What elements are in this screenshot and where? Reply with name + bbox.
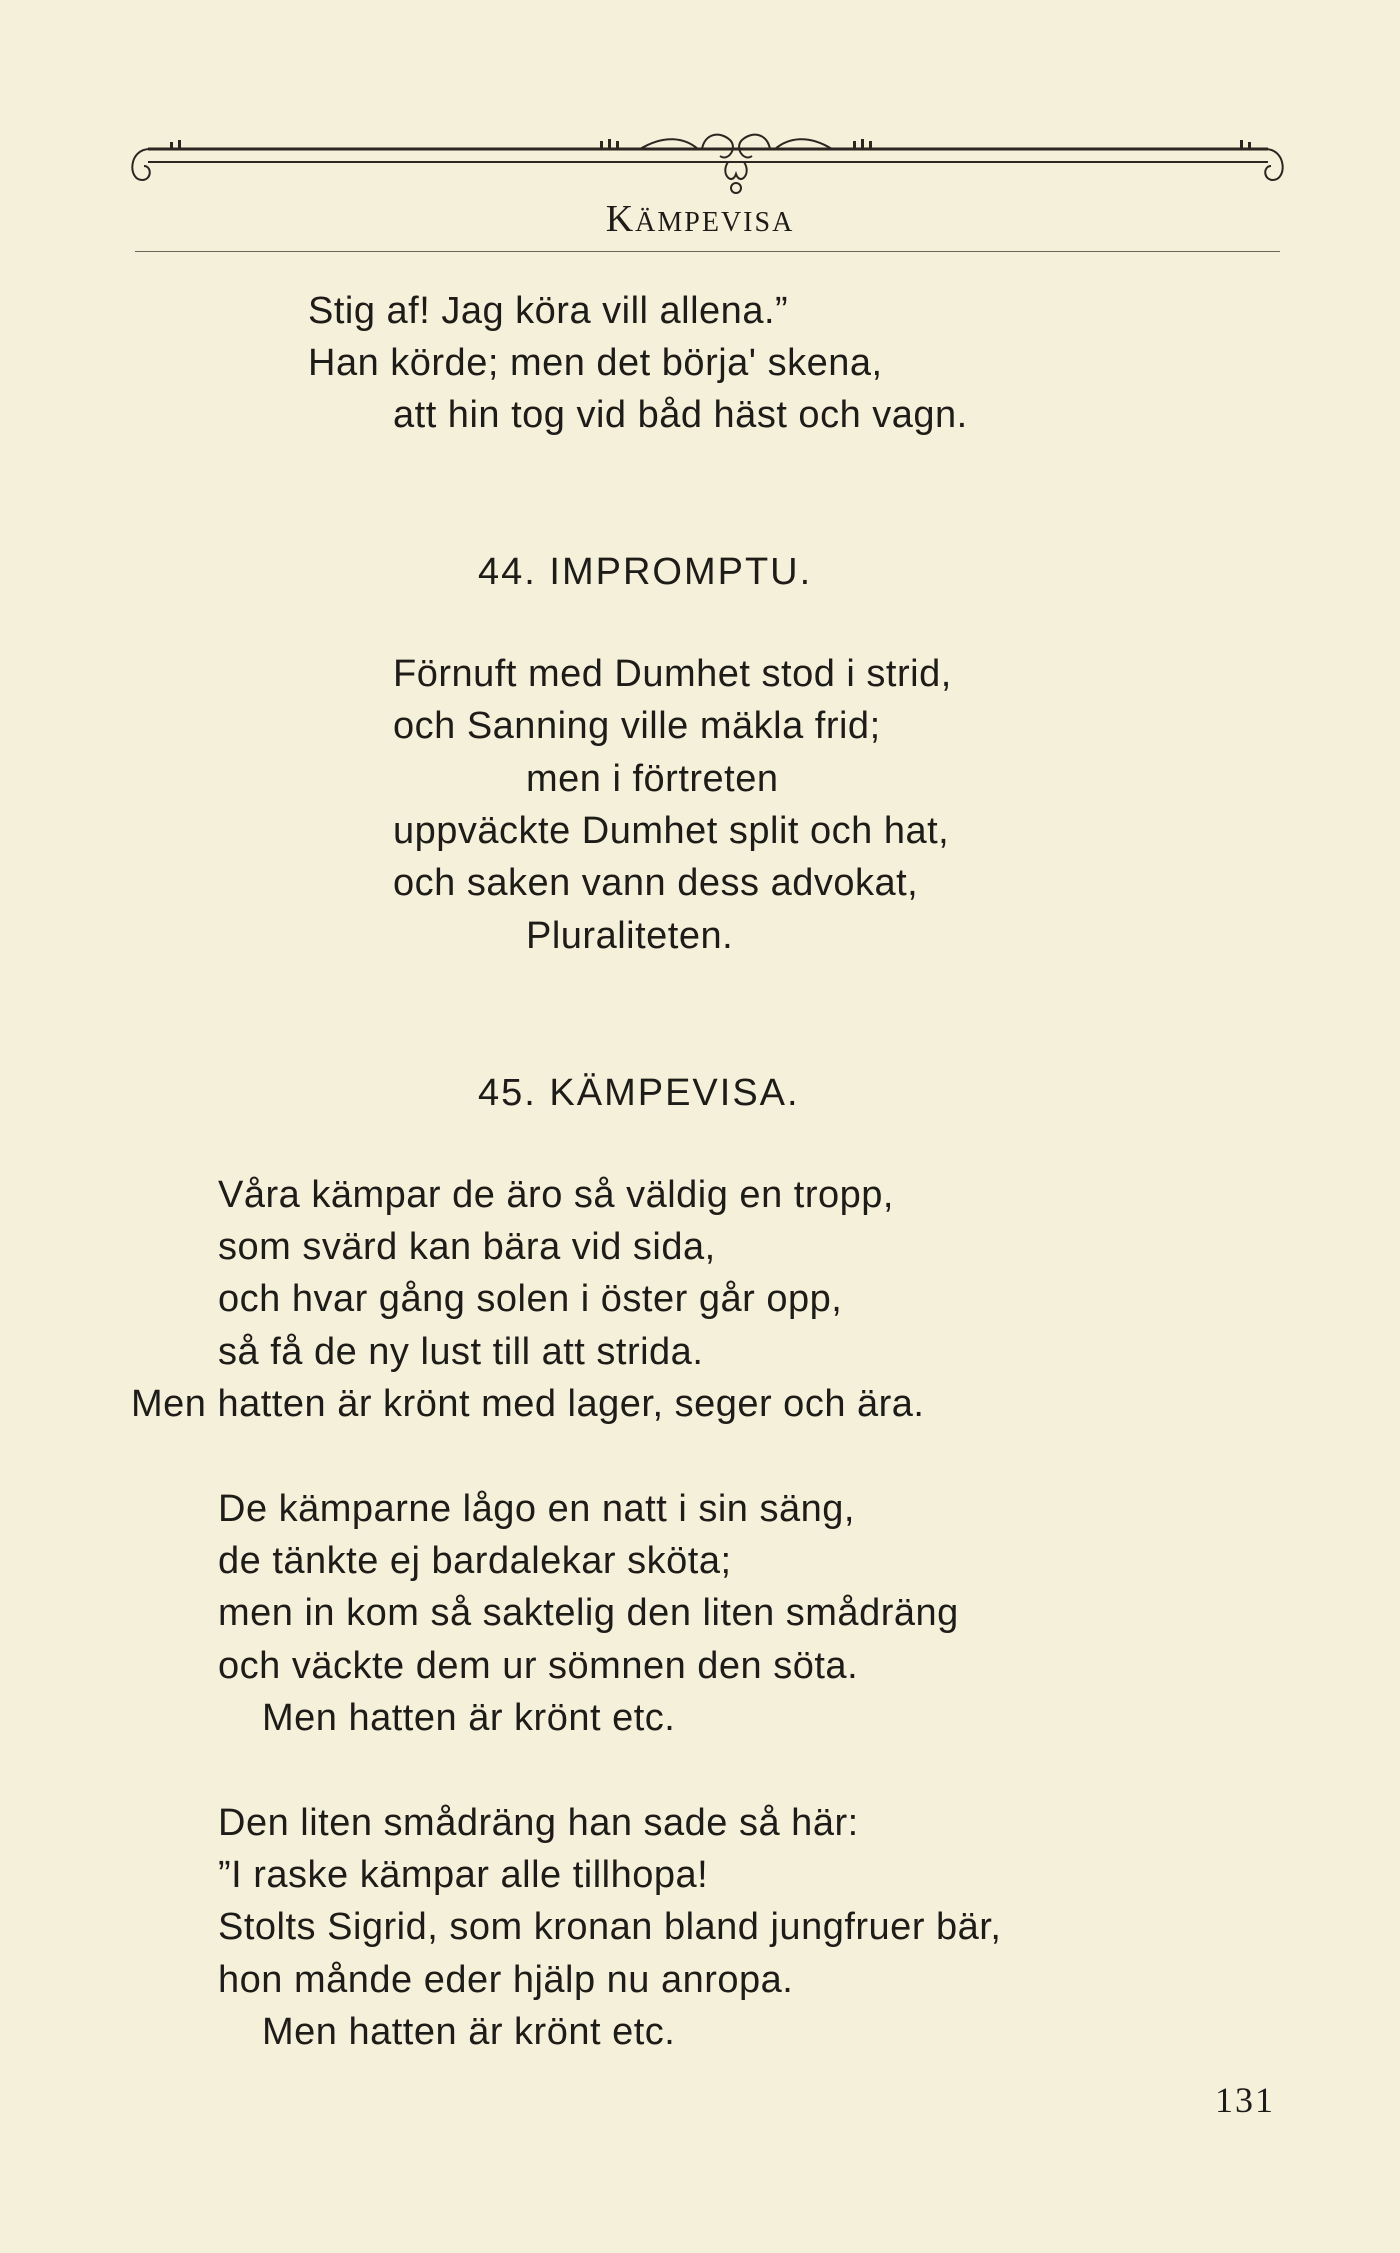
verse-line: Pluraliteten. — [526, 915, 734, 957]
verse-line: som svärd kan bära vid sida, — [218, 1226, 716, 1268]
header-rule — [135, 251, 1280, 252]
refrain-line: Men hatten är krönt med lager, seger och ära. — [131, 1383, 925, 1425]
running-head-rest: ÄMPEVISA — [635, 207, 795, 238]
verse-line: och Sanning ville mäkla frid; — [393, 705, 881, 747]
refrain-line: Men hatten är krönt etc. — [262, 2011, 676, 2053]
verse-line: Stolts Sigrid, som kronan bland jungfruer bär, — [218, 1906, 1002, 1948]
verse-line: och hvar gång solen i öster går opp, — [218, 1278, 843, 1320]
page-number: 131 — [1215, 2080, 1275, 2120]
verse-line: de tänkte ej bardalekar sköta; — [218, 1540, 732, 1582]
verse-line: Våra kämpar de äro så väldig en tropp, — [218, 1174, 894, 1216]
verse-line: men in kom så saktelig den liten smådräng — [218, 1592, 959, 1634]
running-head — [0, 199, 1400, 243]
verse-line: uppväckte Dumhet split och hat, — [393, 810, 950, 852]
verse-line: så få de ny lust till att strida. — [218, 1331, 704, 1373]
verse-line: och väckte dem ur sömnen den söta. — [218, 1645, 859, 1687]
poem-heading: 45. KÄMPEVISA. — [478, 1072, 800, 1114]
verse-line: hon månde eder hjälp nu anropa. — [218, 1959, 794, 2001]
verse-line: att hin tog vid båd häst och vagn. — [393, 394, 968, 436]
verse-line: De kämparne lågo en natt i sin säng, — [218, 1488, 855, 1530]
header-ornament — [120, 128, 1295, 200]
verse-line: men i förtreten — [526, 758, 779, 800]
verse-line: Förnuft med Dumhet stod i strid, — [393, 653, 952, 695]
poem-heading: 44. IMPROMPTU. — [478, 551, 813, 593]
running-head-initial: K — [605, 198, 636, 240]
refrain-line: Men hatten är krönt etc. — [262, 1697, 676, 1739]
verse-line: Han körde; men det börja' skena, — [308, 342, 883, 384]
verse-line: Den liten smådräng han sade så här: — [218, 1802, 859, 1844]
verse-line: Stig af! Jag köra vill allena.” — [308, 290, 789, 332]
verse-line: ”I raske kämpar alle tillhopa! — [218, 1854, 709, 1896]
verse-line: och saken vann dess advokat, — [393, 862, 919, 904]
